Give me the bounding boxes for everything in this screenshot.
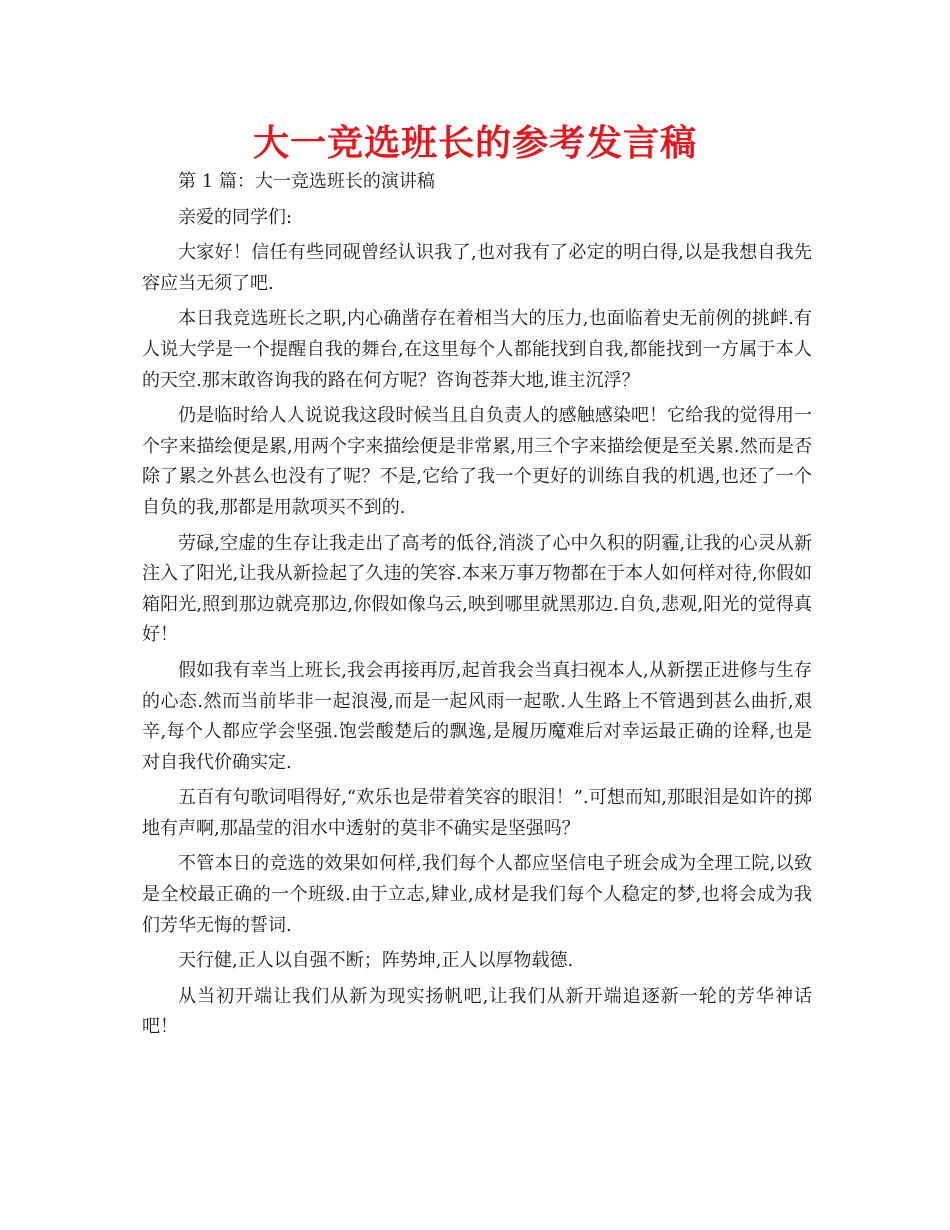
paragraph-9: 从当初开端让我们从新为现实扬帆吧,让我们从新开端追逐新一轮的芳华神话吧！ [142, 985, 812, 1038]
paragraph-1: 大家好！信任有些同砚曾经认识我了,也对我有了必定的明白得,以是我想自我先容应当无须了吧. [142, 242, 812, 294]
paragraph-7: 不管本日的竞选的效果如何样,我们每个人都应坚信电子班会成为全理工院,以致是全校最正确的一个班级.由于立志,肄业,成材是我们每个人稳定的梦,也将会成为我们芳华无悔的誓词. [142, 853, 812, 936]
paragraph-8: 天行健,正人以自强不断；阵势坤,正人以厚物载德. [178, 950, 574, 972]
document-body [142, 167, 812, 1048]
document-title: 大一竞选班长的参考发言稿 [252, 123, 697, 164]
salutation: 亲爱的同学们: [178, 206, 293, 228]
paragraph-6: 五百有句歌词唱得好,“欢乐也是带着笑容的眼泪！”.可想而知,那眼泪是如许的掷地有声啊,那晶莹的泪水中透射的莫非不确实是坚强吗？ [142, 787, 812, 839]
paragraph-5: 假如我有幸当上班长,我会再接再厉,起首我会当真扫视本人,从新摆正进修与生存的心态.然而当前毕非一起浪漫,而是一起风雨一起歌.人生路上不管遇到甚么曲折,艰辛,每个人都应学会坚强.饱尝酸楚后的飘逸,是履历魔难后对幸运最正确的诠释,也是对自我代价确实定. [142, 659, 812, 773]
paragraph-2: 本日我竞选班长之职,内心确凿存在着相当大的压力,也面临着史无前例的挑衅.有人说大学是一个提醒自我的舞台,在这里每个人都能找到自我,都能找到一方属于本人的天空.那末敢咨询我的路在何方呢？咨询苍莽大地,谁主沉浮？ [142, 308, 812, 391]
paragraph-3: 仍是临时给人人说说我这段时候当且自负责人的感触感染吧！它给我的觉得用一个字来描绘便是累,用两个字来描绘便是非常累,用三个字来描绘便是至关累.然而是否除了累之外甚么也没有了呢？不是,它给了我一个更好的训练自我的机遇,也还了一个自负的我,那都是用款项买不到的. [142, 405, 812, 518]
paragraph-4: 劳碌,空虚的生存让我走出了高考的低谷,消淡了心中久积的阴霾,让我的心灵从新注入了阳光,让我从新捡起了久违的笑容.本来万事万物都在于本人如何样对待,你假如箱阳光,照到那边就亮那边,你假如像乌云,映到哪里就黑那边.自负,悲观,阳光的觉得真好！ [142, 532, 812, 646]
section-heading: 第 1 篇：大一竞选班长的演讲稿 [178, 171, 435, 192]
